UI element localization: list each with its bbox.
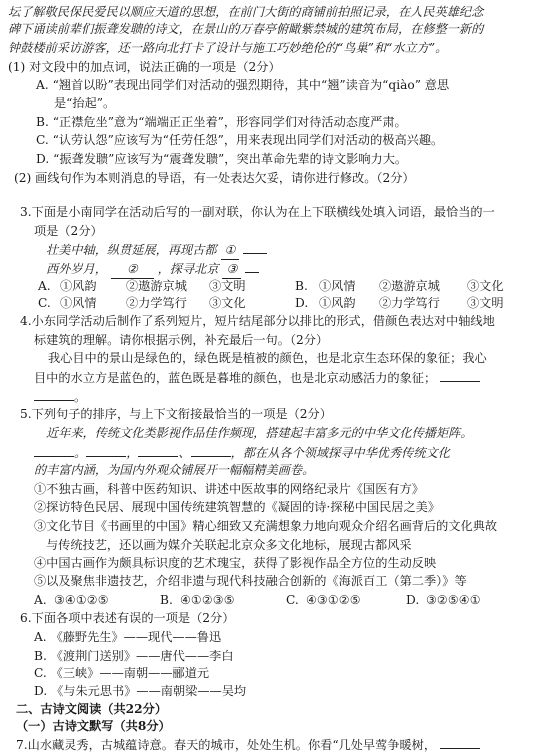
q3-blank-3[interactable]: ③	[222, 261, 241, 279]
q6-option-b	[34, 648, 234, 665]
q3-blank-3-line	[245, 260, 259, 273]
q4-answer-blank-a[interactable]	[440, 369, 480, 382]
q5-option-c-label: C.	[286, 592, 299, 607]
q3-options-row1	[38, 278, 504, 295]
q1-option-c-label: C.	[36, 133, 49, 148]
q5-blank-4[interactable]	[191, 444, 231, 457]
q1-option-a-cont: 是“抬起”。	[54, 96, 116, 110]
q5-intro: 近年来，传统文化类影视作品佳作频现，搭建起丰富多元的中华文化传播矩阵。	[46, 425, 473, 440]
q3-couplet-lower-text: 西外岁月，	[46, 261, 107, 276]
q3-stem-line1: 3.下面是小南同学在活动后写的一副对联，你认为在上下联横线处填入词语，最恰当的一	[20, 205, 495, 219]
q4-answer-blank-b[interactable]	[34, 388, 74, 401]
q1-option-d-text: “振聋发聩”应该写为“震聋发聩”，突出革命先辈的诗文影响力大。	[53, 151, 408, 166]
q6-option-d-label: D.	[34, 683, 48, 698]
q5-intro-line3: 的丰富内涵，为国内外观众铺展开一幅幅精美画卷。	[34, 463, 315, 478]
q3-options-row2	[38, 295, 504, 312]
q3-option-a-label: A.	[38, 278, 51, 293]
q5-option-b-label: B.	[160, 592, 173, 607]
q3-option-d-label: D.	[295, 296, 309, 311]
q6-stem: 6.下面各项中表述有误的一项是（2分）	[20, 611, 235, 626]
q7-stem	[16, 736, 480, 754]
q5-intro-line2: 。 ， 、 ，都在从各个领域探寻中华优秀传统文化	[34, 444, 450, 462]
q7-stem-text: 7.山水藏灵秀，古城蕴诗意。春天的城市，处处生机。你看“几处早莺争暖树，	[16, 738, 437, 752]
q3-option-b-label: B.	[295, 278, 308, 293]
q5-item-3-cont: 与传统技艺，还以画为媒介关联起北京众多文化地标，展现古都风采	[46, 537, 412, 552]
q3-couplet-upper-text: 壮美中轴，纵贯延展，再现古都	[46, 243, 217, 258]
q6-option-b-text: 《渡荆门送别》——唐代——李白	[50, 648, 234, 663]
q5-intro-line2-tail: ，都在从各个领域探寻中华优秀传统文化	[230, 445, 450, 460]
q3-option-d-3: ③文明	[467, 296, 504, 311]
q6-option-d	[34, 683, 246, 700]
q1-option-d	[36, 151, 407, 168]
q3-option-b-1: ①风情	[319, 278, 356, 293]
q1-option-c-text: “认劳认怨”应该写为“任劳任怨”，用来表现出同学们对活动的极高兴趣。	[52, 133, 444, 148]
q5-option-a-label: A.	[34, 592, 47, 607]
q3-option-b-3: ③文化	[467, 278, 504, 293]
q3-option-c-1: ①风情	[60, 296, 97, 311]
q1-option-b	[36, 114, 407, 131]
q6-option-a	[34, 629, 221, 646]
paragraph-line-3: 钟鼓楼前采访游客，还一路向北打卡了设计与施工巧妙绝伦的“鸟巢”和“水立方”。	[8, 41, 448, 56]
q3-option-a-1: ①风韵	[60, 278, 97, 293]
q5-option-d-text: ③②⑤④①	[426, 592, 481, 607]
q3-option-c-3: ③文化	[209, 296, 246, 311]
q2-stem: (2) 画线句作为本则消息的导语，有一处表达欠妥，请你进行修改。（2分）	[14, 170, 415, 185]
q5-item-5: ⑤以及聚焦非遗技艺，介绍非遗与现代科技融合创新的《海派百工（第二季）》等	[34, 574, 467, 588]
q3-blank-2[interactable]: ②	[111, 261, 154, 279]
q3-option-a-2: ②遨游京城	[126, 278, 187, 293]
q5-blank-3[interactable]	[138, 444, 178, 457]
q6-option-a-text: 《藤野先生》——现代——鲁迅	[50, 629, 222, 644]
q1-option-d-label: D.	[36, 151, 50, 166]
q5-blank-1[interactable]	[34, 444, 74, 457]
q5-option-d-label: D.	[406, 592, 420, 607]
q4-body-line2	[34, 369, 480, 387]
q5-stem: 5.下列句子的排序，与上下文衔接最恰当的一项是（2分）	[20, 407, 332, 422]
q7-answer-blank[interactable]	[440, 736, 480, 749]
q4-stem-line1: 4.小东同学活动后制作了系列短片，短片结尾部分以排比的形式，借颜色表达对中轴线地	[20, 314, 495, 328]
q4-body-line1: 我心目中的景山是绿色的，绿色既是植被的颜色，也是北京生态环保的象征；我心	[48, 351, 487, 366]
q5-options	[34, 592, 481, 609]
q1-option-a-text: “翘首以盼”表现出同学们对活动的强烈期待，其中“翘”读音为“qiào” 意思	[52, 78, 450, 93]
q6-option-a-label: A.	[34, 629, 47, 644]
q5-option-a-text: ③④①②⑤	[54, 592, 109, 607]
q5-item-3: ③文化节目《书画里的中国》精心细致又充满想象力地向观众介绍名画背后的文化典故	[34, 519, 498, 533]
q4-body-line3: 。	[34, 388, 86, 406]
section-2-1-heading: （一）古诗文默写（共8分）	[16, 719, 171, 734]
q6-option-c-text: 《三峡》——南朝——郦道元	[50, 666, 210, 681]
q6-option-c-label: C.	[34, 666, 47, 681]
q3-couplet-upper	[46, 241, 267, 260]
q1-option-a	[36, 77, 449, 94]
q3-option-a-3: ③文明	[209, 278, 246, 293]
q5-blank-2[interactable]	[86, 444, 126, 457]
q3-couplet-lower	[46, 260, 259, 279]
q5-item-2: ②探访特色民居、展现中国传统建筑智慧的《凝固的诗·探秘中国民居之美》	[34, 500, 441, 515]
q3-option-d-1: ①风韵	[319, 296, 356, 311]
q3-option-d-2: ②力学笃行	[379, 296, 440, 311]
q6-option-c	[34, 665, 209, 682]
section-2-heading: 二、古诗文阅读（共22分）	[16, 701, 168, 716]
paragraph-line-2: 碑下诵读前辈们振聋发聩的诗文，在景山的万春亭俯瞰紫禁城的建筑布局，在修整一新的	[8, 22, 484, 37]
q1-option-c	[36, 132, 443, 149]
q3-couplet-lower-mid: ，探寻北京	[157, 261, 219, 276]
q3-option-c-2: ②力学笃行	[126, 296, 187, 311]
q1-option-b-label: B.	[36, 114, 49, 129]
paragraph-line-1: 坛了解敬民保民爱民以顺应天道的思想，在前门大街的商铺前拍照记录，在人民英雄纪念	[8, 4, 484, 19]
q3-blank-1[interactable]: ①	[221, 242, 240, 260]
q1-option-a-label: A.	[36, 78, 49, 93]
q6-option-d-text: 《与朱元思书》——南朝梁——吴均	[51, 683, 247, 698]
q3-option-b-2: ②遨游京城	[379, 278, 440, 293]
q1-option-b-text: “正襟危坐”意为“端端正正坐着”，形容同学们对待活动态度严肃。	[52, 114, 407, 129]
q4-body-line2-text: 目中的水立方是蓝色的，蓝色既是暮堆的颜色，也是北京动感活力的象征；	[34, 370, 437, 385]
q1-stem: (1) 对文段中的加点词，说法正确的一项是（2分）	[8, 59, 281, 74]
q5-option-c-text: ④③①②⑤	[306, 592, 361, 607]
q3-blank-1-line	[243, 241, 267, 254]
q3-stem-line2: 项是（2分）	[34, 223, 103, 238]
q6-option-b-label: B.	[34, 648, 47, 663]
q5-item-4: ④中国古画作为颇具标识度的艺术瑰宝，获得了影视作品全方位的生动反映	[34, 556, 437, 571]
q4-stem-line2: 标建筑的理解。请你根据示例，补充最后一句。（2分）	[34, 332, 329, 347]
q5-option-b-text: ④①②③⑤	[180, 592, 235, 607]
q3-option-c-label: C.	[38, 296, 51, 311]
q5-item-1: ①不独古画，科普中医药知识、讲述中医故事的网络纪录片《国医有方》	[34, 481, 424, 496]
